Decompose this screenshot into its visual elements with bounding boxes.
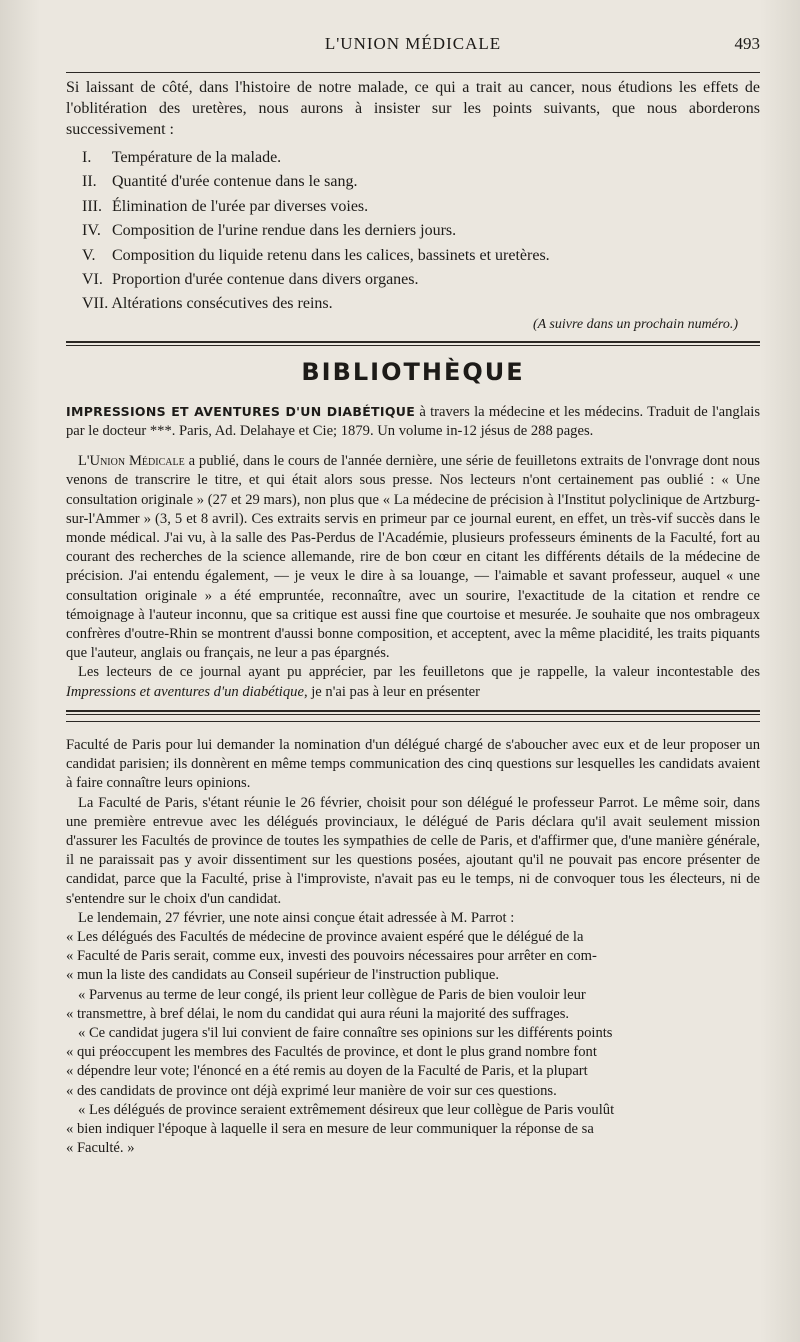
topic-label: Composition de l'urine rendue dans les derniers jours. bbox=[112, 222, 457, 240]
quote-line: « transmettre, à bref délai, le nom du candidat qui aura réuni la majorité des suffrages. bbox=[66, 1005, 570, 1022]
quote-line: « qui préoccupent les membres des Facultés de province, et dont le plus grand nombre font bbox=[66, 1044, 597, 1061]
topic-number: I. bbox=[82, 149, 92, 166]
report-paragraph: La Faculté de Paris, s'étant réunie le 26 février, choisit pour son délégué le professeur Parrot. Le même soir, dans une première entrevue avec les délégués provinciaux, le délégué de Paris déclara qu'il avait seulement mission d'assurer les Facultés de province de toutes les sympathies de celle de Paris, et d'affirmer que, d'une manière générale, il ne paraissait pas y avoir dissentiment sur les questions posées, ajoutant qu'il ne pouvait pas encore présenter de candidat, parce que la Faculté, prise à l'improviste, n'avait pas eu le temps, ni de convoquer tous les électeurs, ni de s'entendre sur le choix d'un candidat. bbox=[66, 794, 760, 907]
report-paragraph: Faculté de Paris pour lui demander la nomination d'un délégué chargé de s'aboucher avec eux et de leur proposer un candidat parisien; ils donnèrent en même temps communication des cinq questions sur lesquelles les candidats avaient à faire connaître leurs opinions. bbox=[66, 736, 760, 792]
quote-line: « bien indiquer l'époque à laquelle il sera en mesure de leur communiquer la réponse de sa bbox=[66, 1120, 594, 1137]
topic-label: Élimination de l'urée par diverses voies. bbox=[112, 197, 369, 215]
review-text: Les lecteurs de ce journal ayant pu apprécier, par les feuilletons que je rappelle, la valeur incontestable des bbox=[78, 664, 760, 681]
divider-thin-rule bbox=[66, 721, 760, 722]
topic-label: Température de la malade. bbox=[111, 149, 282, 166]
quote-line: « Faculté. » bbox=[66, 1140, 135, 1157]
topic-number: VII. bbox=[82, 295, 109, 313]
topic-item bbox=[82, 195, 760, 219]
quote-line: « Faculté de Paris serait, comme eux, investi des pouvoirs nécessaires pour arrêter en com- bbox=[66, 948, 597, 965]
book-title-italic: Impressions et aventures d'un diabétique bbox=[66, 683, 304, 700]
quote-line: « mun la liste des candidats au Conseil supérieur de l'instruction publique. bbox=[66, 967, 500, 984]
journal-name: L'Union Médicale bbox=[78, 453, 185, 470]
book-citation bbox=[66, 402, 760, 441]
feuilleton-divider bbox=[66, 710, 760, 722]
report-paragraph: Le lendemain, 27 février, une note ainsi conçue était adressée à M. Parrot : bbox=[78, 909, 515, 926]
topic-item bbox=[82, 268, 760, 292]
topic-number: III. bbox=[82, 197, 102, 215]
topic-label: Proportion d'urée contenue dans divers organes. bbox=[112, 271, 419, 289]
page-number: 493 bbox=[734, 34, 760, 53]
topic-item bbox=[82, 292, 760, 316]
quote-line: « Parvenus au terme de leur congé, ils prient leur collègue de Paris de bien vouloir leur bbox=[78, 986, 586, 1003]
quote-line: « des candidats de province ont déjà exprimé leur manière de voir sur ces questions. bbox=[66, 1082, 557, 1099]
review-paragraph bbox=[66, 663, 760, 701]
review-paragraph bbox=[66, 452, 760, 663]
book-title: IMPRESSIONS ET AVENTURES D'UN DIABÉTIQUE bbox=[66, 403, 416, 419]
topic-label: Composition du liquide retenu dans les calices, bassinets et uretères. bbox=[112, 246, 550, 264]
topics-list bbox=[66, 146, 760, 317]
running-title: L'UNION MÉDICALE bbox=[324, 34, 502, 53]
quote-line: « Ce candidat jugera s'il lui convient de faire connaître ses opinions sur les différents points bbox=[78, 1024, 613, 1041]
topic-number: II. bbox=[82, 173, 97, 191]
section-divider bbox=[66, 341, 760, 346]
review-text: , je n'ai pas à leur en présenter bbox=[303, 683, 480, 700]
quote-line: « Les délégués de province seraient extrêmement désireux que leur collègue de Paris voulût bbox=[78, 1101, 615, 1118]
topic-label: Quantité d'urée contenue dans le sang. bbox=[112, 173, 358, 191]
report-section bbox=[66, 736, 760, 1158]
running-header bbox=[66, 28, 760, 58]
review-text: a publié, dans le cours de l'année dernière, une série de feuilletons extraits de l'onvrage dont nous venons de transcrire le titre, et qui était alors sous presse. Nos lecteurs n'ont certainement pas oublié : « Une consultation originale » (27 et 29 mars), non plus que « La médecine de précision à l'Institut polyclinique de Artzburg-sur-l'Ammer » (3, 5 et 8 avril). Ces extraits servis en primeur par ce journal eurent, en effet, un très-vif succès dans le monde médical. J'ai vu, à la salle des Pas-Perdus de l'Académie, plusieurs professeurs éminents de la Faculté, fort au courant des recherches de la science allemande, rire de bon cœur en citant les différents détails de la médecine de précision. J'ai entendu également, — je veux le dire à sa louange, — l'aimable et savant professeur, auquel « une consultation originale » a été empruntée, reconnaître, avec un sourire, l'exactitude de la citation et rendre ce témoignage à l'auteur inconnu, que sa critique est aussi fine que courtoise et mesurée. Je souhaite que nos ombrageux confrères d'outre-Rhin se montrent d'aussi bonne composition, et acceptent, avec la même placidité, les traits piquants que l'auteur, anglais ou français, ne leur a pas épargnés. bbox=[66, 453, 760, 662]
topic-number: V. bbox=[82, 246, 96, 264]
quoted-note bbox=[66, 928, 760, 1158]
intro-paragraph: Si laissant de côté, dans l'histoire de notre malade, ce qui a trait au cancer, nous étudions les effets de l'oblitération des uretères, nous aurons à insister sur les points suivants, que nous aborderons successivement : bbox=[66, 79, 760, 138]
topic-item bbox=[82, 170, 760, 194]
quote-line: « dépendre leur vote; l'énoncé en a été remis au doyen de la Faculté de Paris, et la plupart bbox=[66, 1063, 588, 1080]
topic-item bbox=[82, 219, 760, 243]
topic-number: IV. bbox=[82, 222, 101, 240]
review-body bbox=[66, 452, 760, 702]
header-rule bbox=[66, 72, 760, 73]
topic-item bbox=[82, 244, 760, 268]
book-details: à travers la médecine et les médecins. Traduit de l'anglais par le docteur ***. Paris, Ad. Delahaye et Cie; 1879. Un volume in-12 jésus de 288 pages. bbox=[66, 403, 760, 440]
quote-line: « Les délégués des Facultés de médecine de province avaient espéré que le délégué de la bbox=[66, 928, 584, 945]
topic-label: Altérations consécutives des reins. bbox=[111, 295, 333, 313]
divider-double-rule bbox=[66, 710, 760, 715]
section-title: BIBLIOTHÈQUE bbox=[301, 357, 525, 386]
topic-number: VI. bbox=[82, 271, 103, 289]
continuation-note: (A suivre dans un prochain numéro.) bbox=[532, 316, 738, 332]
topic-item bbox=[82, 146, 760, 170]
